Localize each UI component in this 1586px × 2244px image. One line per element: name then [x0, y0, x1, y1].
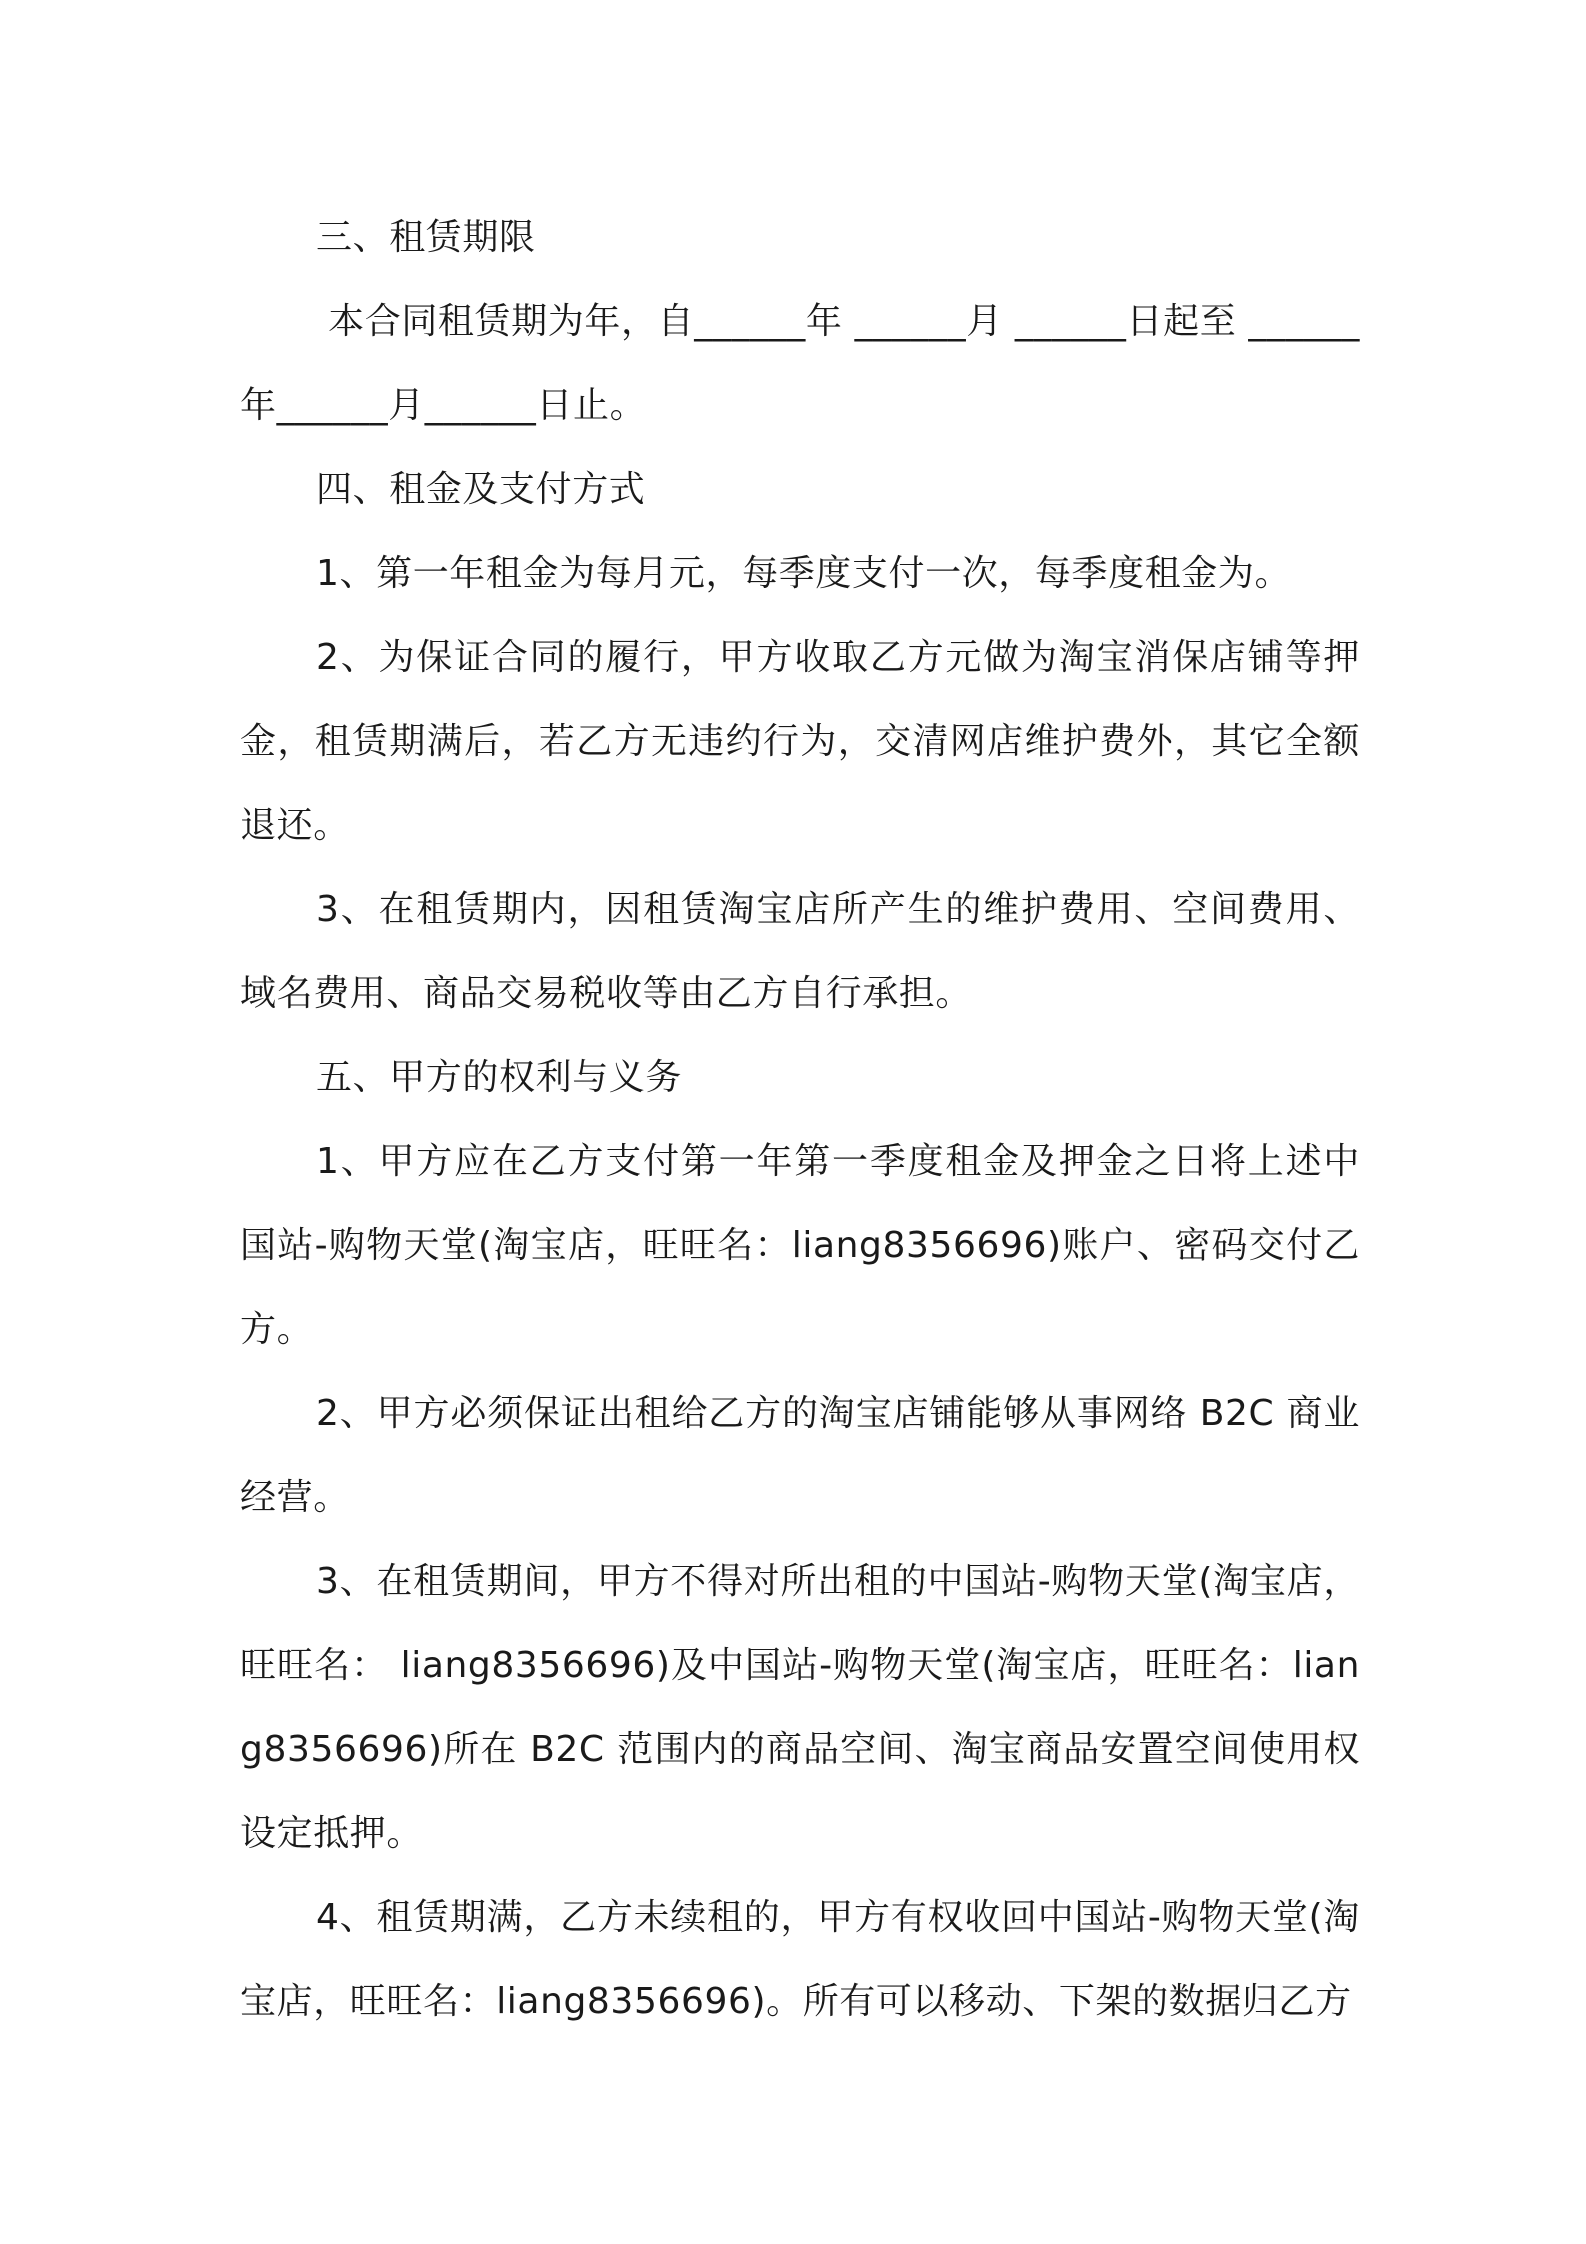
paragraph-party-a-clause-4: 4、租赁期满，乙方未续租的，甲方有权收回中国站-购物天堂(淘宝店，旺旺名：liang8356696)。所有可以移动、下架的数据归乙方 — [240, 1897, 1360, 2022]
document-body — [240, 196, 1360, 2044]
section-heading-rent-payment: 四、租金及支付方式 — [316, 469, 646, 510]
paragraph-lease-period: 本合同租赁期为年，自______年 ______月 ______日起至 ______年______月______日止。 — [240, 301, 1361, 426]
paragraph-rent-clause-1: 1、第一年租金为每月元，每季度支付一次，每季度租金为。 — [316, 553, 1292, 594]
section-heading-party-a-rights: 五、甲方的权利与义务 — [316, 1057, 683, 1098]
paragraph-party-a-clause-3: 3、在租赁期间，甲方不得对所出租的中国站-购物天堂(淘宝店，旺旺名： liang8356696)及中国站-购物天堂(淘宝店，旺旺名：liang8356696)所在 B2C 范围内的商品空间、淘宝商品安置空间使用权设定抵押。 — [240, 1561, 1360, 1854]
paragraph-rent-clause-2: 2、为保证合同的履行，甲方收取乙方元做为淘宝消保店铺等押金，租赁期满后，若乙方无违约行为，交清网店维护费外，其它全额退还。 — [240, 637, 1360, 846]
paragraph-rent-clause-3: 3、在租赁期内，因租赁淘宝店所产生的维护费用、空间费用、域名费用、商品交易税收等由乙方自行承担。 — [240, 889, 1360, 1014]
section-heading-lease-term: 三、租赁期限 — [316, 217, 536, 258]
paragraph-party-a-clause-1: 1、甲方应在乙方支付第一年第一季度租金及押金之日将上述中国站-购物天堂(淘宝店，旺旺名：liang8356696)账户、密码交付乙方。 — [240, 1141, 1360, 1350]
paragraph-party-a-clause-2: 2、甲方必须保证出租给乙方的淘宝店铺能够从事网络 B2C 商业经营。 — [240, 1393, 1360, 1518]
